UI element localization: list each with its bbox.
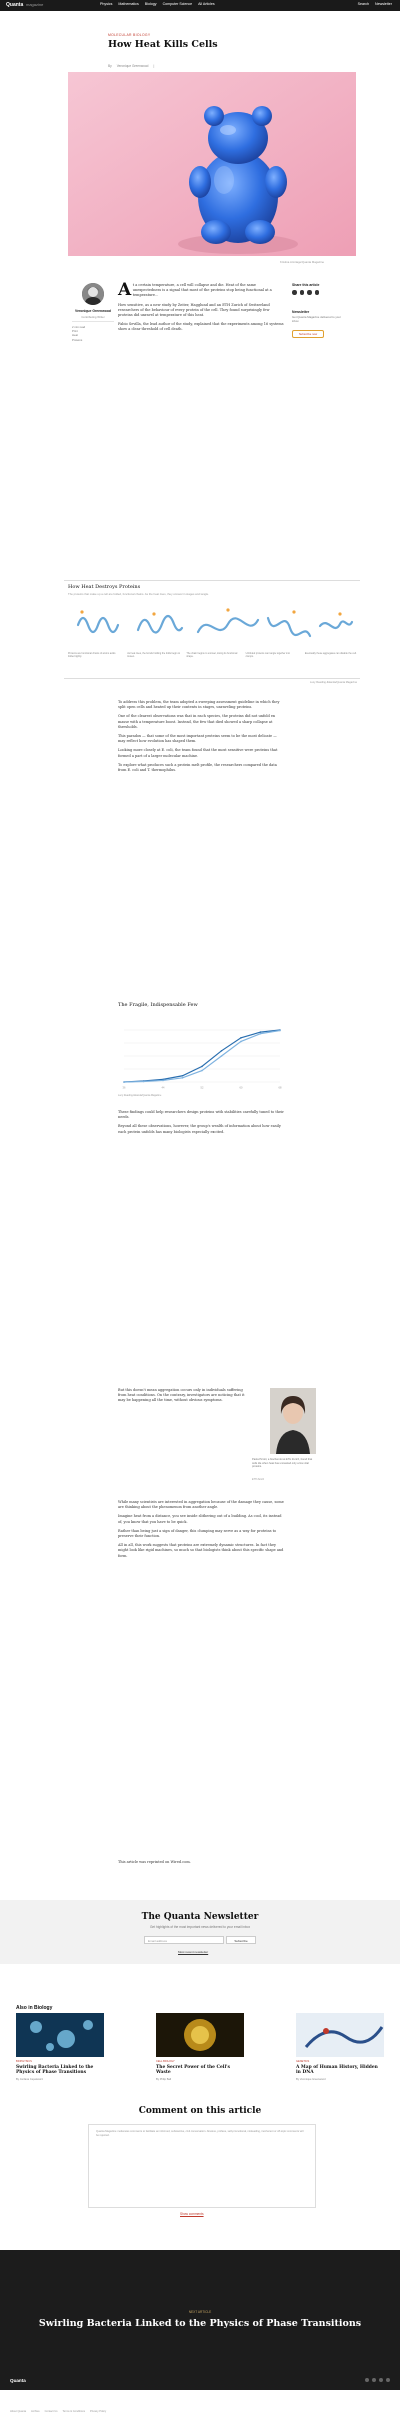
gummy-bear-illustration [68,72,356,256]
chart-point [221,1055,223,1057]
related-article-image [296,2013,384,2057]
chart-point [201,1070,203,1072]
meta-read-time: 2 min read [72,325,86,329]
related-article-author: By Philip Ball [156,2077,172,2081]
related-article-card[interactable] [296,2013,384,2081]
footer-link[interactable]: Privacy Policy [90,2410,107,2413]
chart-point [279,1030,281,1032]
chart-x-tick-label: 68 [278,1086,282,1090]
footer-social [365,2378,390,2382]
newsletter-subscribe-button[interactable]: Subscribe [226,1936,256,1944]
twitter-icon[interactable] [300,290,305,295]
next-article-title[interactable]: Swirling Bacteria Linked to the Physics of Phase Transitions [38,2318,362,2329]
researcher-photo-credit: ETH Zurich [252,1478,265,1481]
author-meta [72,325,114,342]
footer-link[interactable]: About Quanta [10,2410,27,2413]
related-article-title[interactable]: The Secret Power of the Cell's Waste [156,2065,230,2076]
meta-author[interactable]: Veronique Greenwood [116,64,149,68]
facebook-icon[interactable] [292,290,297,295]
paragraph: Beyond all these observations, however, the group's wealth of information about how easily each protein unfolds has many biologists especially excited. [118,1124,281,1134]
chart-x-tick-label: 36 [122,1086,126,1090]
paragraph: Looking more closely at E. coli, the team found that the most sensitive were proteins that formed a part of a larger molecular machine. [118,748,278,758]
footer [0,2390,400,2418]
comments-title: Comment on this article [138,2106,262,2116]
article-body-part3 [118,1110,284,1139]
paragraph: To explore what produces such a protein melt profile, the researchers compared the data from E. coli and T. thermophilus. [118,762,277,773]
paragraph: These findings could help researchers design proteins with stabilities carefully tuned to their needs. [118,1110,284,1120]
related-article-image [16,2013,104,2057]
nav-right [358,2,392,6]
article-body-part1 [118,280,284,337]
article-title: How Heat Kills Cells [108,39,218,50]
related-article-image [156,2013,244,2057]
sidebar-newsletter-text: Get Quanta Magazine delivered to your inbox [292,315,341,323]
newsletter-email-input[interactable]: Email address [144,1936,224,1944]
nav-search[interactable]: Search [357,2,370,7]
chart-credit: Lucy Reading-Ikkanda/Quanta Magazine [118,1094,162,1097]
chart-area [118,1026,284,1094]
figure-step-3: The chain begins to unravel, losing its functional shape. [186,652,238,659]
site-logo-sub: magazine [26,2,44,8]
sidebar-divider [72,321,114,322]
figure-step-5: Eventually these aggregates can disable the cell. [304,652,357,655]
share-icons [292,290,319,295]
nav-links [100,2,215,6]
author-role: Contributing Writer [81,315,105,319]
nav-link-computer-science[interactable]: Computer Science [162,2,193,7]
article-body-part4 [118,1388,246,1408]
paragraph: All in all, this work suggests that proteins are extremely dynamic structures. In fact they might look like rigid machines, so much so that biologists think about this specific shape and form. [118,1543,284,1558]
meta-print[interactable]: Print [72,329,78,334]
meta-by: By [108,64,112,68]
reprint-note: This article was reprinted on Wired.com. [118,1860,191,1864]
chart-point [162,1080,164,1082]
chart-point [260,1033,262,1035]
footer-logo[interactable]: Quanta [10,2378,26,2383]
paragraph: This paradox — that some of the most important proteins seem to be the most delicate — may reflect how evolution has shaped them. [118,734,277,744]
chart-point [201,1066,203,1068]
newsletter-recent-link[interactable]: Most recent newsletter [178,1950,209,1954]
related-article-kicker: BIOPHYSICS [16,2060,32,2063]
share-label: Share this article [292,283,320,287]
melting-curve-chart [118,1026,284,1090]
newsletter-band [0,1900,400,1964]
nav-link-mathematics[interactable]: Mathematics [118,2,139,7]
facebook-icon[interactable] [365,2378,369,2382]
paragraph: Fabio Sevilla, the lead author of the study, explained that the experiments among 16 systems show a clear threshold of cell death. [118,322,284,332]
chart-point [260,1031,262,1033]
chart-point [240,1037,242,1039]
author-name[interactable]: Veronique Greenwood [75,309,111,313]
researcher-photo-caption: Paola Picotti, a biochemist at ETH Zurich, found that cells die when heat has unraveled only a few vital proteins. [252,1458,313,1468]
hero-image [68,72,356,256]
related-article-author: By Veronique Greenwood [296,2077,326,2081]
chart-point [182,1075,184,1077]
chart-x-tick-label: 60 [239,1086,243,1090]
chart-point [240,1041,242,1043]
paragraph: But this doesn't mean aggregation occurs only in individuals suffering from heat conditions. On the contrary, investigators are noticing that it may be happening all the time, without obvious symptoms. [118,1388,245,1403]
chart-point [143,1081,145,1083]
related-article-author: By Jordana Cepelewicz [16,2077,44,2081]
paragraph: While many scientists are interested in aggregation because of the damage they cause, some are thinking about the phenomenon from another angle. [118,1500,284,1510]
nav-link-all-articles[interactable]: All Articles [198,2,215,7]
link-icon[interactable] [315,290,320,295]
newsletter-title: The Quanta Newsletter [141,1912,259,1922]
sidebar-newsletter-title: Newsletter [292,310,310,314]
related-article-card[interactable] [16,2013,104,2081]
nav-link-physics[interactable]: Physics [100,2,113,7]
related-article-kicker: GENETICS [296,2060,310,2063]
paragraph: At a certain temperature, a cell will collapse and die. Heat of the same unexpectedness is a signal that most of the proteins stop being functional at a temperature... [118,280,272,300]
also-in-label: Also in Biology [16,2005,53,2011]
researcher-photo [270,1388,316,1454]
newsletter-text: Get highlights of the most important news delivered to your email inbox [149,1925,251,1929]
twitter-icon[interactable] [372,2378,376,2382]
figure-title: How Heat Destroys Proteins [68,584,141,590]
paragraph: How sensitive, as a new study by Zeiter, Hagglund and an ETH Zurich of Switzerland researchers of the behaviour of every protein of the cell. They found surprisingly few proteins did unravel at temperature of this heat. [118,302,270,318]
figure-step-2: As heat rises, the bonds holding the folds begin to loosen. [127,652,181,659]
chart-point [123,1081,125,1083]
meta-sep: | [153,64,155,68]
site-logo[interactable]: Quanta [6,2,24,8]
chart-x-tick-label: 52 [200,1086,204,1090]
author-avatar[interactable] [82,283,104,305]
paragraph: Imagine heat from a distance, you see inside slithering out of a building. As cool, its instead of, you know that you have to be quick. [118,1514,282,1524]
meta-tag-proteins[interactable]: Proteins [72,337,83,342]
show-comments-link[interactable]: Show comments [180,2212,204,2216]
sidebar-subscribe-button[interactable]: Subscribe now [292,330,324,338]
article-body-part2 [118,700,284,777]
drop-cap: A [118,280,132,300]
article-body-part6 [118,1860,284,1869]
youtube-icon[interactable] [379,2378,383,2382]
next-article-label: NEXT ARTICLE [188,2310,212,2314]
paragraph: One of the clearest observations was that in each species, the proteins did not unfold en masse with a temperature boost. Instead, the few that died showed a sharp collapse at thresholds. [118,714,276,729]
email-icon[interactable] [307,290,312,295]
rss-icon[interactable] [386,2378,390,2382]
footer-link[interactable]: Terms & Conditions [62,2410,86,2413]
footer-link[interactable]: Contact Us [44,2410,58,2413]
figure-step-4: Unfolded proteins can tangle together into clumps. [245,652,290,659]
chart-series-line-2 [124,1031,280,1082]
chart-title: The Fragile, Indispensable Few [118,1002,198,1008]
meta-tag-heat[interactable]: Heat [72,333,78,338]
figure-step-labels [68,652,358,658]
footer-link[interactable]: Archive [31,2410,40,2413]
chart-x-tick-label: 44 [161,1086,165,1090]
chart-point [221,1050,223,1052]
figure-credit: Lucy Reading-Ikkanda/Quanta Magazine [310,681,358,684]
paragraph: To address this problem, the team adopted a sweeping assessment guideline in which they split open cells and heated up their contents in stages, unraveling proteins. [118,700,280,710]
figure-divider [64,580,360,581]
related-article-kicker: CELL BIOLOGY [156,2060,175,2063]
figure-subtitle: The proteins that make up a cell are folded, functional chains. As the heat rises, they unravel in stages and tangle. [68,592,210,596]
nav-link-biology[interactable]: Biology [144,2,157,7]
paragraph: Rather than being just a sign of danger, this clumping may serve as a way for proteins to preserve their function. [118,1528,277,1539]
related-article-card[interactable] [156,2013,244,2081]
figure-divider-bottom [64,678,360,679]
related-article-title[interactable]: A Map of Human History, Hidden in DNA [296,2065,378,2076]
article-meta [108,64,154,68]
article-kicker[interactable]: MOLECULAR BIOLOGY [108,33,151,37]
footer-links [10,2410,106,2413]
comments-policy-text: Quanta Magazine moderates comments to facilitate an informed, substantive, civil conversation. Abusive, profane, self-promotional, misleading, incoherent or off-topic comments will be rejected. [96,2130,304,2137]
protein-unfolding-illustration [68,600,358,654]
article-body-part5 [118,1500,284,1563]
chart-point [182,1077,184,1079]
related-article-title[interactable]: Swirling Bacteria Linked to the Physics of Phase Transitions [16,2065,94,2076]
nav-newsletter[interactable]: Newsletter [375,2,392,7]
hero-caption: Kristina Armitage/Quanta Magazine [280,260,324,264]
figure-step-1: Proteins are functional chains of amino acids folded tightly. [68,652,116,659]
